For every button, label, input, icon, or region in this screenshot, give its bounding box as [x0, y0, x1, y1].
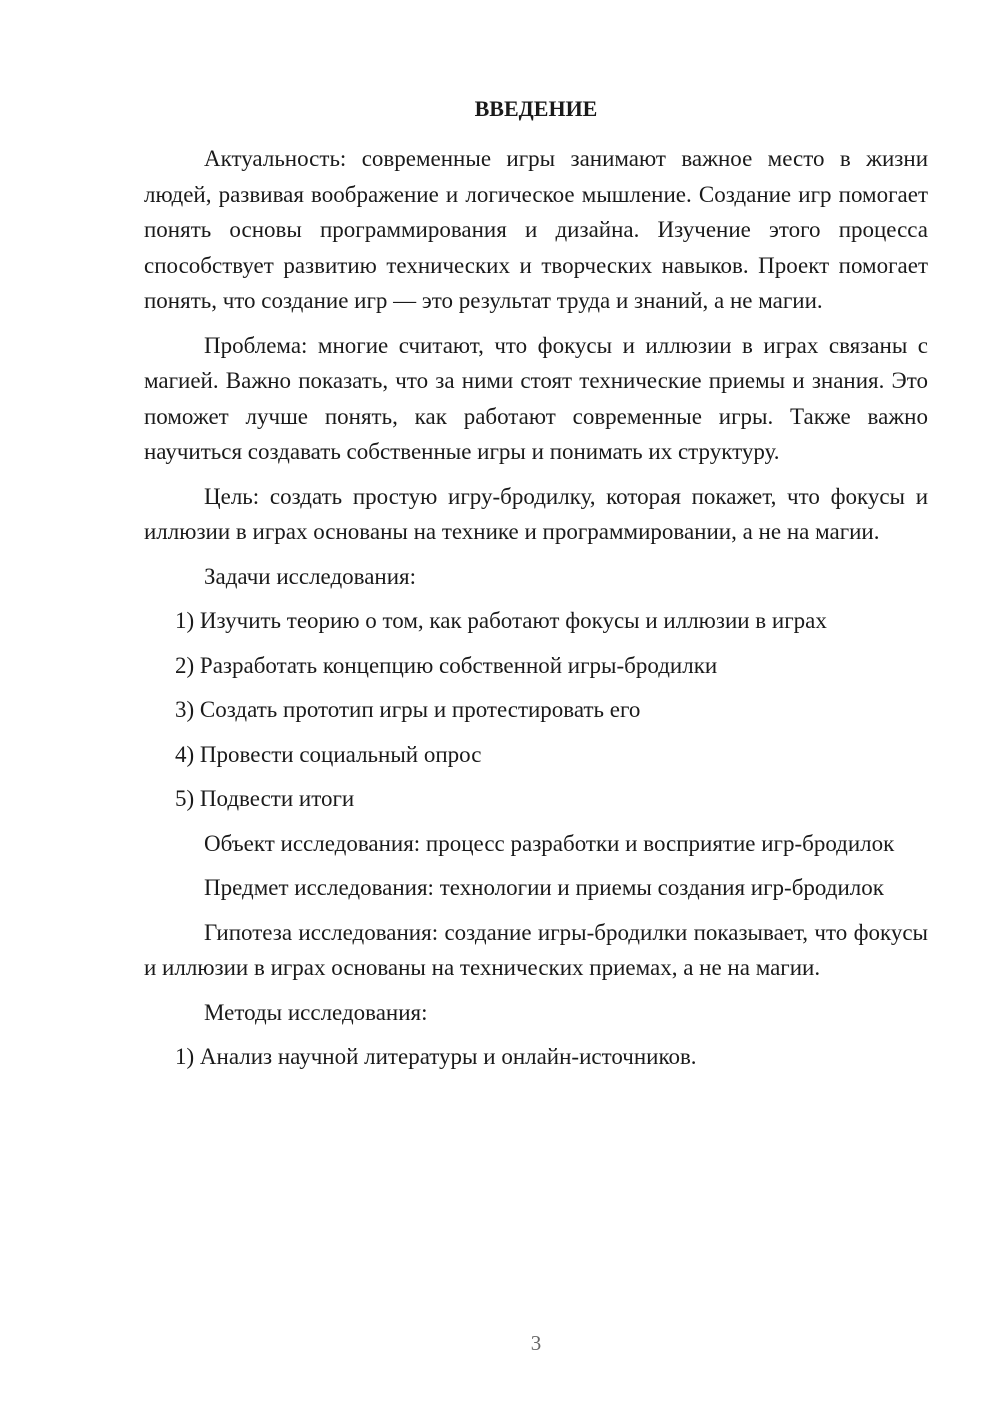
- paragraph-goal: Цель: создать простую игру-бродилку, которая покажет, что фокусы и иллюзии в играх основаны на технике и программировании, а не на магии.: [144, 483, 928, 544]
- method-item: 1) Анализ научной литературы и онлайн-источников.: [175, 1044, 697, 1069]
- task-item: 1) Изучить теорию о том, как работают фокусы и иллюзии в играх: [175, 608, 827, 633]
- page-number: 3: [530, 1331, 542, 1355]
- task-item: 5) Подвести итоги: [175, 786, 355, 811]
- paragraph-object: Объект исследования: процесс разработки и восприятие игр-бродилок: [204, 830, 895, 856]
- task-item: 4) Провести социальный опрос: [175, 741, 482, 767]
- paragraph-problem: Проблема: многие считают, что фокусы и иллюзии в играх связаны с магией. Важно показать, что за ними стоят технические приемы и знания. Это поможет лучше понять, как работают современные игры. Также важно научиться создавать собственные игры и понимать их структуру.: [144, 332, 928, 464]
- task-item: 3) Создать прототип игры и протестировать его: [175, 697, 641, 722]
- paragraph-relevance: Актуальность: современные игры занимают важное место в жизни людей, развивая воображение и логическое мышление. Создание игр помогает понять основы программирования и дизайна. Изучение этого процесса способствует развитию технических и творческих навыков. Проект помогает понять, что создание игр — это результат труда и знаний, а не магии.: [144, 146, 928, 313]
- tasks-label: Задачи исследования:: [204, 563, 417, 589]
- document-body: [144, 94, 928, 1084]
- paragraph-subject: Предмет исследования: технологии и приемы создания игр-бродилок: [204, 875, 884, 900]
- paragraph-hypothesis: Гипотеза исследования: создание игры-бродилки показывает, что фокусы и иллюзии в играх основаны на технических приемах, а не на магии.: [144, 919, 928, 980]
- task-item: 2) Разработать концепцию собственной игры-бродилки: [175, 652, 718, 678]
- methods-label: Методы исследования:: [204, 999, 428, 1025]
- section-title: ВВЕДЕНИЕ: [474, 96, 598, 121]
